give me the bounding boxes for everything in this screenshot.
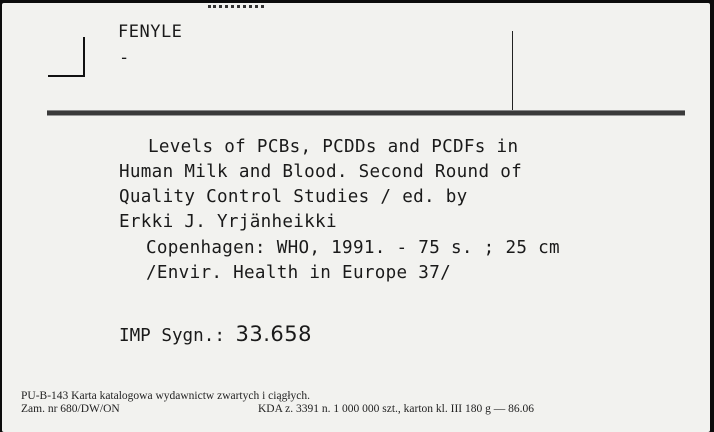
catalog-card — [2, 3, 710, 432]
body-line-title-2: Human Milk and Blood. Second Round of — [119, 162, 523, 182]
horizontal-rule — [47, 110, 685, 116]
corner-bracket-vertical — [83, 37, 85, 77]
signature — [119, 322, 312, 346]
body-line-editor: Erkki J. Yrjänheikki — [119, 212, 337, 232]
signature-value: 33.658 — [235, 322, 313, 346]
body-line-series: /Envir. Health in Europe 37/ — [146, 263, 451, 283]
card-heading-sub: - — [119, 48, 130, 68]
footer-order-number: Zam. nr 680/DW/ON — [21, 403, 120, 415]
vertical-divider — [512, 31, 513, 111]
footer-print-info: KDA z. 3391 n. 1 000 000 szt., karton kl. III 180 g — 86.06 — [258, 403, 534, 415]
body-line-title-3: Quality Control Studies / ed. by — [119, 187, 468, 207]
card-heading: FENYLE — [118, 22, 183, 42]
body-line-imprint: Copenhagen: WHO, 1991. - 75 s. ; 25 cm — [146, 238, 560, 258]
corner-bracket-horizontal — [48, 75, 85, 77]
signature-label: IMP Sygn.: — [119, 326, 236, 346]
top-perforation — [208, 3, 264, 8]
footer-line-1: PU-B-143 Karta katalogowa wydawnictw zwartych i ciągłych. — [21, 390, 311, 402]
body-line-title-1: Levels of PCBs, PCDDs and PCDFs in — [148, 137, 519, 157]
